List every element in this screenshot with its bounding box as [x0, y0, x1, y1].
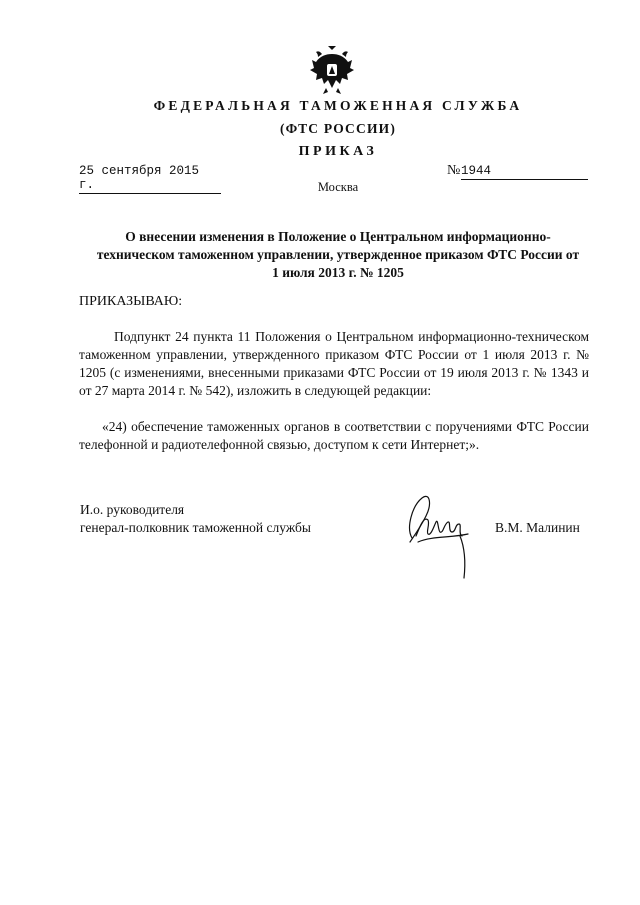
order-word: ПРИКАЗЫВАЮ:: [79, 294, 183, 309]
number-value: 1944: [461, 164, 588, 180]
signer-position-line1: И.о. руководителя: [80, 502, 185, 517]
signer-name: В.М. Малинин: [495, 520, 580, 535]
body-paragraph: Подпункт 24 пункта 11 Положения о Центральном информационно-техническом таможенном управлении, утвержденного приказом ФТС России от 1 июля 2013 г. № 1205 (с изменениями, внесенными приказами ФТС России от 19 июля 2013 г. № 1343 и от 27 марта 2014 г. № 542), изложить в следующей редакции:: [79, 329, 589, 398]
signer-position-line2: генерал-полковник таможенной службы: [80, 520, 311, 535]
document-number: [447, 163, 588, 180]
document-type: ПРИКАЗ: [298, 144, 378, 159]
document-city: Москва: [317, 180, 359, 194]
agency-name: ФЕДЕРАЛЬНАЯ ТАМОЖЕННАЯ СЛУЖБА: [153, 98, 523, 113]
body-paragraph: «24) обеспечение таможенных органов в соответствии с поручениями ФТС России телефонной и радиотелефонной связью, доступом к сети Интернет;».: [79, 419, 589, 452]
number-sign: №: [447, 163, 461, 178]
document-title: О внесении изменения в Положение о Центральном информационно-техническом таможенном управлении, утвержденное приказом ФТС России от 1 июля 2013 г. № 1205: [96, 229, 580, 280]
agency-short-name: (ФТС РОССИИ): [279, 121, 397, 136]
document-date: 25 сентября 2015 г.: [79, 164, 221, 194]
signature-icon: [398, 486, 488, 586]
russian-emblem-icon: [308, 44, 356, 96]
